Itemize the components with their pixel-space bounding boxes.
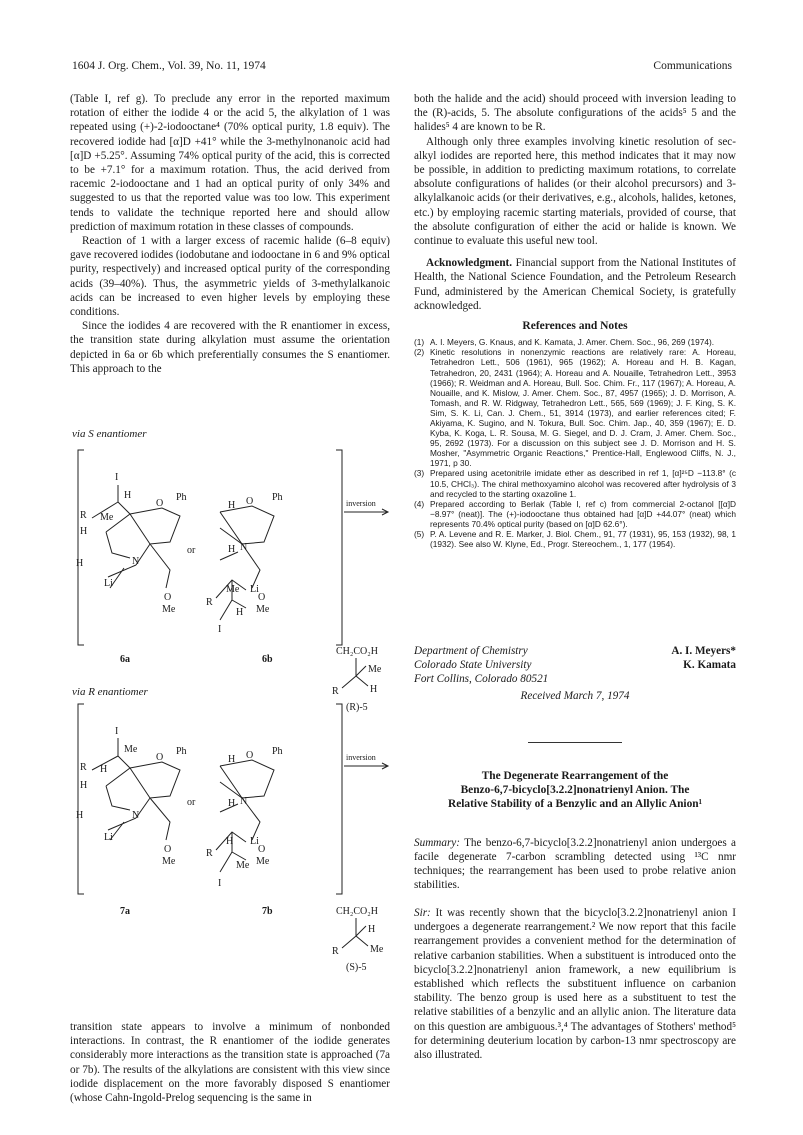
product-label-r5: (R)-5 [346,702,368,713]
reference-item: (4) Prepared according to Berlak (Table I, ref c) from commercial 2-octanol [[α]D −8.97° (neat)]. The (+)-iodooctane thus obtained had [α]D +44.07° (neat) which represents 70.4% optical purity (based on [α]D 62.6°). [414,498,736,529]
atom-label: Ph [272,746,283,757]
atom-label: Li [250,836,259,847]
summary-text: The benzo-6,7-bicyclo[3.2.2]nonatrienyl anion undergoes a facile degenerate 7-carbon scrambling detected using ¹³C nmr techniques; the rearrangement has been used to probe relative anion stabilities. [414,837,736,891]
atom-label: H [236,607,244,618]
atom-label: Me [162,856,176,867]
inversion-label: inversion [346,499,376,508]
product-r: R [332,946,339,957]
atom-label: H [100,764,108,775]
atom-label: H [80,526,88,537]
article-title: The Degenerate Rearrangement of the Benzo-6,7-bicyclo[3.2.2]nonatrienyl Anion. The Relative Stability of a Benzylic and an Allylic Anion¹ [447,770,703,810]
atom-label: H [124,490,132,501]
atom-label: Me [124,744,138,755]
or-text: or [187,797,196,808]
references-heading: References and Notes [522,320,628,333]
bracket-right-r [336,704,342,894]
atom-label: H [228,798,236,809]
product-top: CH₂CO₂H [336,906,378,917]
atom-label: O [164,844,172,855]
inversion-label: inversion [346,753,376,762]
atom-label: O [156,752,164,763]
atom-label: H [228,500,236,511]
reference-item: (3) Prepared using acetonitrile imidate ether as described in ref 1, [α]²⁵D −113.8° (c 10.5, CHCl₃). The chiral methoxyamino alcohol was recovered after hydrolysis of 3 and recycled to the starting oxazoline 1. [414,468,736,499]
atom-label: Me [256,604,270,615]
atom-label: H [80,780,88,791]
product-h: H [368,924,376,935]
atom-label: N [240,796,248,807]
acknowledgment [414,256,736,313]
paragraph: Since the iodides 4 are recovered with the R enantiomer in excess, the transition state during alkylation must assume the orientation depicted in 6a or 6b which preferentially consumes the S enantiomer. This approach to the [70,320,390,375]
sir-paragraph [414,906,736,1062]
summary-label: Summary: [414,837,460,849]
atom-label: O [258,844,266,855]
bracket-left-s [78,450,84,645]
atom-label: N [132,556,140,567]
atom-label: Me [256,856,270,867]
atom-label: H [76,810,84,821]
atom-label: O [156,498,164,509]
left-column-bottom [70,1020,390,1105]
reaction-scheme [70,440,410,1020]
atom-label: O [258,592,266,603]
product-top: CH₂CO₂H [336,646,378,657]
reference-item: (5) P. A. Levene and R. E. Marker, J. Biol. Chem., 91, 77 (1931), 95, 153 (1932), 98, 1 (1932). See also W. Klyne, Ed., Progr. Stereochem., 1, 177 (1954). [414,529,736,550]
or-text: or [187,545,196,556]
atom-label: H [76,558,84,569]
atom-label: O [246,750,254,761]
paragraph: (Table I, ref g). To preclude any error in the reported maximum rotation of either the iodide 4 or the acid 5, the alkylation of 1 was repeated using (+)-2-iodooctane⁴ (70% optical purity, 1.8 equiv). The recovered iodide had [α]D +41° while the 3-methylnonanoic acid had [α]D +5.25°. Assuming 74% optical purity of the acid, this is corrected to be +7.1° for a maximum rotation. Thus, the acid derived from racemic 2-iodooctane and 1 had an optical purity of only 34% and suggested to us that the reported value was too low. This experiment tends to validate the technique reported here and should allow prediction of maximum rotation in these classes of compounds. [70,93,390,233]
atom-label: Ph [176,746,187,757]
reference-item: (2) Kinetic resolutions in nonenzymic reactions are relatively rare: A. Horeau, Tetrahedron Lett., 506 (1961), 965 (1962); A. Horeau and H. B. Kagan, Tetrahedron, 20, 2431 (1964); A. Horeau and A. Nouaille, Tetrahedron Lett., 3953 (1966); R. Weidman and A. Horeau, Bull. Soc. Chim. Fr., 117 (1967); A. Horeau, A. Nouaille, and K. Mislow, J. Amer. Chem. Soc., 87, 4957 (1965); J. D. Morrison, A. Tomash, and R. W. Ridgway, Tetrahedron Lett., 565, 569 (1969); J. F. King, S. K. Sim, S. K. Li, Can. J. Chem., 51, 3914 (1973), and earlier references cited; F. Akiyama, K. Sugino, and N. Tokura, Bull. Soc. Chim. Jap., 40, 359 (1967); E. D. Kyba, K. Koga, L. R. Sousa, M. G. Siegel, and D. J. Cram, J. Amer. Chem. Soc., 95, 2692 (1973). For a discussion on this subject see J. D. Morrison and H. S. Mosher, "Asymmetric Organic Reactions," Prentice-Hall, Englewood Cliffs, N. J., 1971, p 30. [414,347,736,469]
atom-label: O [164,592,172,603]
atom-label: Ph [272,492,283,503]
compound-label-7a: 7a [120,906,130,917]
atom-label: Me [100,512,114,523]
atom-label: R [80,510,87,521]
atom-label: R [80,762,87,773]
atom-label: I [115,472,119,483]
paragraph: Although only three examples involving kinetic resolution of sec-alkyl iodides are reported here, this method indicates that it may now be possible, in addition to predicting maximum rotations, to correlate absolute configurations of halides (or their alcohol precursors) and 3-alkylalkanoic acids (or their derivatives, e.g., alcohols, halides, ketones, etc.) by employing racemic starting materials, provided of course, that the absolute configuration of either the acid or halide is known. We continue to evaluate this useful new tool. [414,135,736,248]
product-r: R [332,686,339,697]
bracket-right-s [336,450,342,645]
right-column [414,92,736,549]
atom-label: Me [236,860,250,871]
authors: A. I. Meyers* K. Kamata [671,645,736,671]
atom-label: H [228,754,236,765]
acknowledgment-text: Financial support from the National Institutes of Health, the National Science Foundation, and the Petroleum Research Fund, administered by the American Chemical Society, is gratefully acknowledged. [414,257,736,312]
compound-label-7b: 7b [262,906,273,917]
atom-label: Ph [176,492,187,503]
received-date: Received March 7, 1974 [520,690,630,702]
atom-label: I [115,726,119,737]
atom-label: Me [162,604,176,615]
atom-label: R [206,848,213,859]
atom-label: O [246,496,254,507]
paragraph: Reaction of 1 with a larger excess of racemic halide (6–8 equiv) gave recovered iodides (iodobutane and iodooctane in 6 and 9% optical purity, respectively) and increased optical purity of the corresponding acids (39–40%). Thus, the asymmetric yields of 3-methylalkanoic acids can be increased to even higher levels by employing these conditions. [70,235,390,319]
left-column-top [70,92,390,376]
atom-label: Li [104,578,113,589]
atom-label: I [218,624,222,635]
atom-label: N [240,542,248,553]
via-r-caption: via R enantiomer [72,686,148,698]
atom-label: H [226,836,234,847]
product-me: Me [370,944,384,955]
atom-label: I [218,878,222,889]
atom-label: N [132,810,140,821]
acknowledgment-head: Acknowledgment. [426,257,513,270]
product-label-s5: (S)-5 [346,962,367,973]
article-divider [528,742,622,743]
summary [414,836,736,892]
references-list [414,337,736,549]
product-h: H [370,684,378,695]
paragraph: both the halide and the acid) should proceed with inversion leading to the (R)-acids, 5. The absolute configurations of the acids⁵ 5 and the halides⁵ 4 are known to be R. [414,93,736,134]
reference-item: (1) A. I. Meyers, G. Knaus, and K. Kamata, J. Amer. Chem. Soc., 96, 269 (1974). [414,337,715,348]
sir-label: Sir: [414,907,431,919]
sir-text: It was recently shown that the bicyclo[3.2.2]nonatrienyl anion I undergoes a degenerate rearrangement.² We now report that this facile rearrangement provides a convenient method for the determination of relative carbanion stabilities. When a substituent is introduced onto the bicyclo[3.2.2]nonatrienyl anion framework, a new equilibrium is established which reflects the substituent influence on carbanion stability. The benzo group is used here as a substituent to test the relative stabilities of a benzylic and an allylic anion. The literature data on this question are ambiguous.³,⁴ The advantages of Stothers' method⁵ for determining deuterium location by carbon-13 nmr spectroscopy are also illustrated. [414,907,736,1062]
section-name: Communications [653,60,732,72]
atom-label: H [228,544,236,555]
atom-label: Me [226,584,240,595]
atom-label: Li [104,832,113,843]
affiliation: Department of Chemistry Colorado State University Fort Collins, Colorado 80521 [414,645,549,685]
product-me: Me [368,664,382,675]
paragraph: transition state appears to involve a minimum of nonbonded interactions. In contrast, the R enantiomer of the iodide generates considerably more interactions as the transition state is approached (7a or 7b). The results of the alkylations are consistent with this view since iodide displacement on the more favorably disposed S enantiomer (whose Cahn-Ingold-Prelog sequencing is the same in [70,1021,390,1105]
compound-label-6a: 6a [120,654,130,665]
atom-label: Li [250,584,259,595]
bracket-left-r [78,704,84,894]
compound-label-6b: 6b [262,654,273,665]
affiliation-block [414,644,736,686]
via-s-caption: via S enantiomer [72,428,147,440]
journal-citation: 1604 J. Org. Chem., Vol. 39, No. 11, 1974 [72,60,266,72]
atom-label: R [206,597,213,608]
